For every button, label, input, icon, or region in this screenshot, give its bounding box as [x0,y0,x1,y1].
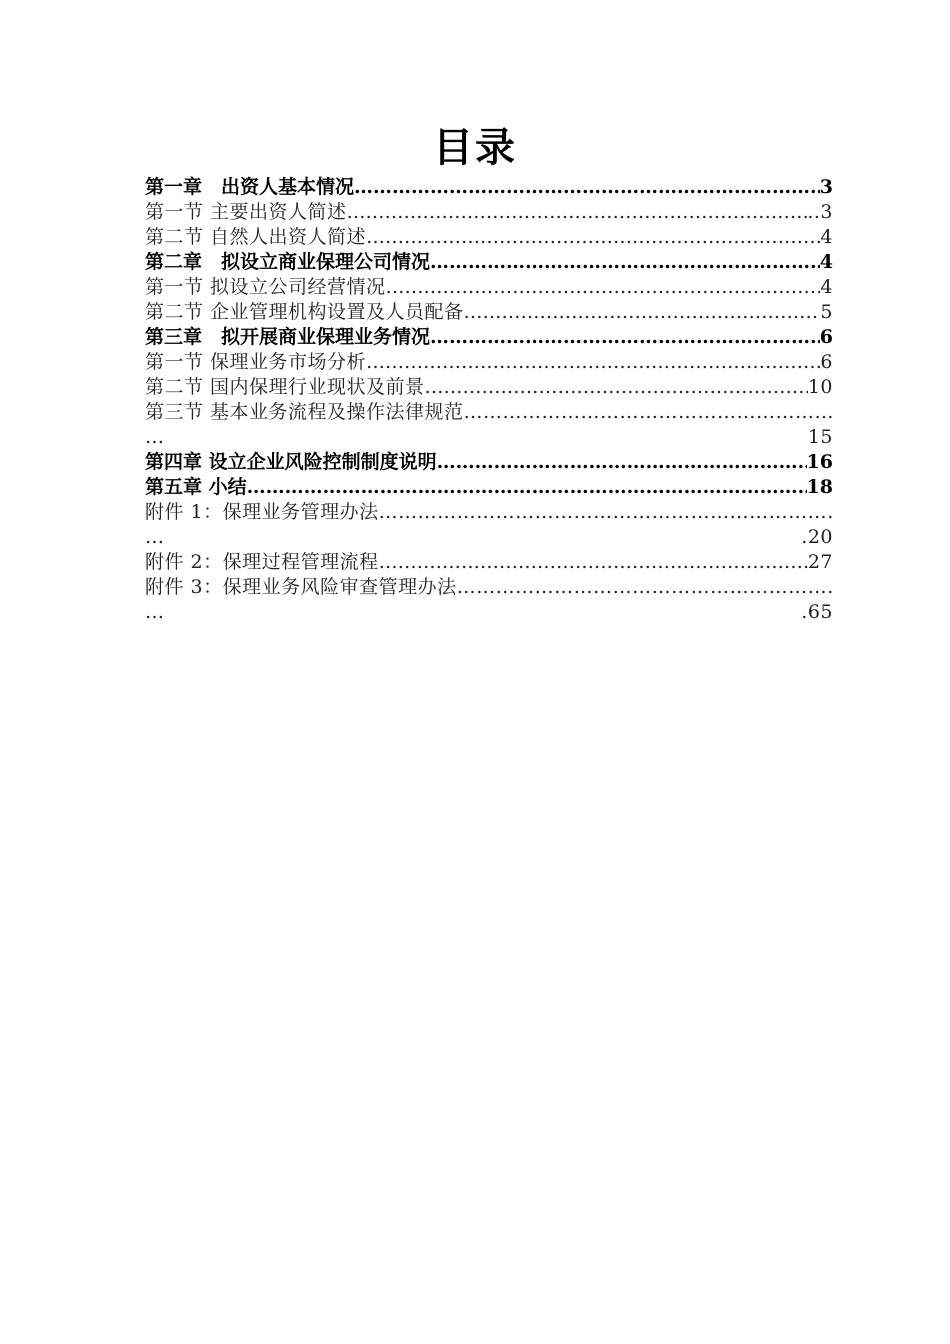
toc-entry-label: 第二节 国内保理行业现状及前景 [145,376,425,398]
toc-leader-dots [386,275,821,300]
toc-entry-page: 6 [820,351,833,373]
toc-leader-dots [425,375,808,400]
toc-entry-page: 4 [820,226,833,248]
toc-entry-label: 第三章 拟开展商业保理业务情况 [145,326,431,348]
toc-leader-dots [437,450,807,475]
toc-leader-dots [347,200,808,225]
toc-leader-dots [366,225,820,250]
toc-entry-label: 第二节 企业管理机构设置及人员配备 [145,301,464,323]
toc-entry[interactable] [145,200,833,225]
toc-entry-page: 27 [807,551,833,573]
toc-entry-page: 16 [806,451,833,473]
toc-entry-label: 附件 1：保理业务管理办法 [145,501,379,523]
toc-entry-label: 第一节 拟设立公司经营情况 [145,276,386,298]
toc-leader-dots [457,575,833,600]
toc-entry[interactable] [145,225,833,250]
toc-entry-page: ..3 [807,201,833,223]
toc-leader-dots [366,350,820,375]
toc-entry-label: 第二章 拟设立商业保理公司情况 [145,251,431,273]
toc-entry-label: 附件 2：保理过程管理流程 [145,551,379,573]
toc-entry[interactable] [145,350,833,375]
toc-leader-continuation: … [145,601,165,623]
toc-entry-page: 6 [819,326,833,348]
toc-leader-continuation: … [145,426,165,448]
toc-entry-label: 第二节 自然人出资人简述 [145,226,367,248]
toc-entry-label: 第一节 主要出资人简述 [145,201,347,223]
toc-entry-page: 4 [819,251,833,273]
toc-leader-dots [354,175,820,200]
toc-leader-dots [430,325,820,350]
toc-entry-page: 3 [819,176,833,198]
toc-entry[interactable] [145,275,833,300]
toc-leader-dots [464,400,833,425]
toc-leader-dots [430,250,820,275]
toc-entry[interactable] [145,400,833,450]
toc-entry-page: 5 [820,301,833,323]
toc-entry[interactable] [145,375,833,400]
toc-entry[interactable] [145,325,833,350]
toc-entry[interactable] [145,175,833,200]
toc-leader-dots [379,550,808,575]
toc-entry-label: 第一节 保理业务市场分析 [145,351,367,373]
toc-entry-label: 第五章 小结 [145,476,247,498]
toc-entry-label: 第三节 基本业务流程及操作法律规范 [145,401,464,423]
toc-entry-label: 第一章 出资人基本情况 [145,176,355,198]
toc-entry-page: .20 [801,526,833,548]
toc-entry-page: .65 [801,601,833,623]
toc-entry[interactable] [145,575,833,625]
table-of-contents [145,175,833,625]
page-title: 目录 [433,124,517,171]
toc-leader-dots [247,475,807,500]
toc-entry-page: 18 [806,476,833,498]
toc-leader-continuation: … [145,526,165,548]
toc-entry-page: 4 [820,276,833,298]
toc-leader-dots [464,300,821,325]
toc-entry[interactable] [145,500,833,550]
toc-entry[interactable] [145,250,833,275]
toc-entry-page: 15 [807,426,833,448]
toc-entry-page: 10 [807,376,833,398]
toc-entry[interactable] [145,550,833,575]
toc-entry-label: 附件 3：保理业务风险审查管理办法 [145,576,457,598]
toc-entry[interactable] [145,475,833,500]
toc-entry[interactable] [145,300,833,325]
toc-entry[interactable] [145,450,833,475]
toc-leader-dots [379,500,833,525]
toc-entry-label: 第四章 设立企业风险控制制度说明 [145,451,437,473]
